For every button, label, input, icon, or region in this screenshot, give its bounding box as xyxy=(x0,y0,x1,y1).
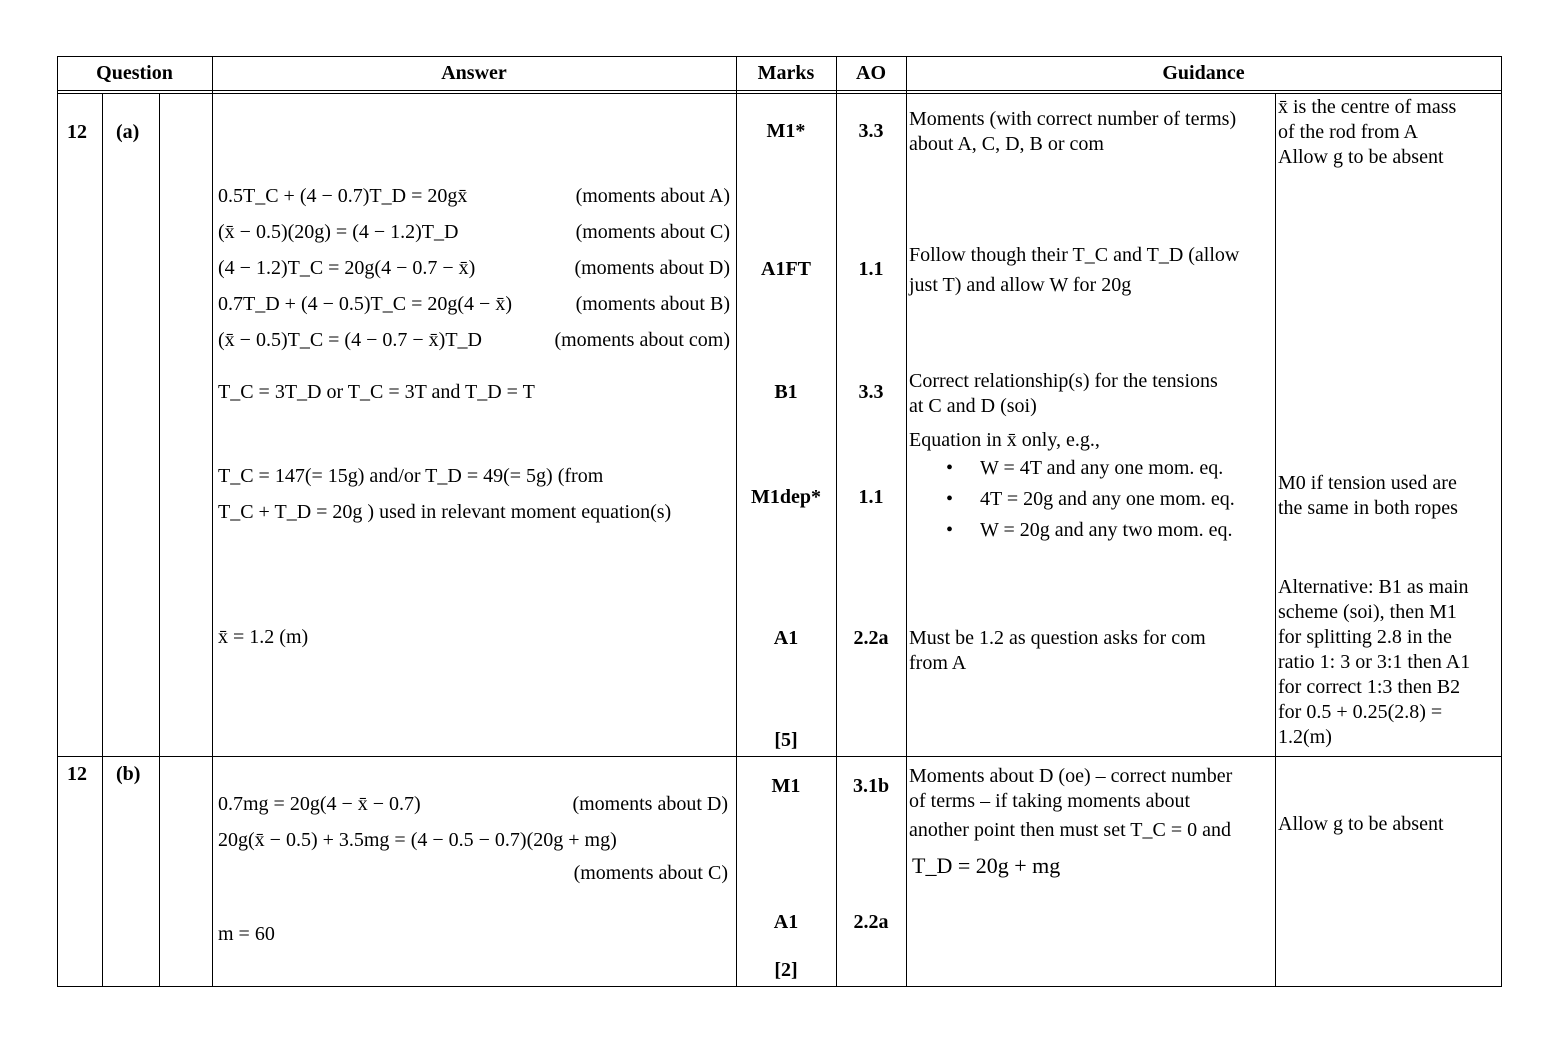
mark: A1FT xyxy=(761,258,811,280)
moment-equation: 0.5T_C + (4 − 0.7)T_D = 20gx̄ xyxy=(218,185,468,207)
question-part: (a) xyxy=(116,121,140,143)
ao-code: 1.1 xyxy=(858,258,884,280)
mark: M1dep* xyxy=(751,486,821,508)
ao-code: 3.1b xyxy=(852,775,890,797)
side-note: Allow g to be absent xyxy=(1278,813,1444,835)
side-note: x̄ is the centre of mass xyxy=(1278,96,1457,118)
guidance-bullet xyxy=(946,456,1224,481)
mark-total: [5] xyxy=(774,729,798,751)
mark: A1 xyxy=(773,911,799,933)
moment-equation: 0.7T_D + (4 − 0.5)T_C = 20g(4 − x̄) xyxy=(218,293,512,315)
alternative-note: scheme (soi), then M1 xyxy=(1278,601,1457,623)
moment-note: (moments about C) xyxy=(573,862,728,884)
bullet-icon: • xyxy=(946,457,954,479)
header-ao: AO xyxy=(856,62,886,84)
guidance-text: Equation in x̄ only, e.g., xyxy=(909,429,1100,451)
tension-values: T_C = 147(= 15g) and/or T_D = 49(= 5g) (from xyxy=(218,465,604,487)
guidance-bullet-text: W = 4T and any one mom. eq. xyxy=(980,457,1224,479)
ao-code: 2.2a xyxy=(853,911,889,933)
question-number: 12 xyxy=(67,121,87,143)
mark: A1 xyxy=(773,627,799,649)
alternative-note: for splitting 2.8 in the xyxy=(1278,626,1452,648)
alternative-note: Alternative: B1 as main xyxy=(1278,576,1469,598)
result-xbar: x̄ = 1.2 (m) xyxy=(218,626,309,648)
ao-code: 3.3 xyxy=(858,120,884,142)
mark: M1* xyxy=(766,120,806,142)
guidance-text: Correct relationship(s) for the tensions xyxy=(909,370,1218,392)
alternative-note: for correct 1:3 then B2 xyxy=(1278,676,1461,698)
moment-note: (moments about D) xyxy=(572,793,728,815)
header-marks: Marks xyxy=(757,62,815,84)
moment-note: (moments about A) xyxy=(575,185,730,207)
guidance-bullet-text: W = 20g and any two mom. eq. xyxy=(980,519,1233,541)
question-part: (b) xyxy=(116,763,141,785)
col-line xyxy=(1501,56,1502,987)
moment-note: (moments about B) xyxy=(575,293,730,315)
guidance-text: Moments (with correct number of terms) xyxy=(909,108,1237,130)
moment-equation: 20g(x̄ − 0.5) + 3.5mg = (4 − 0.5 − 0.7)(20g + mg) xyxy=(218,829,617,851)
guidance-text: T_D = 20g + mg xyxy=(912,853,1061,878)
header-answer: Answer xyxy=(441,62,507,84)
guidance-text: Must be 1.2 as question asks for com xyxy=(909,627,1206,649)
part-divider xyxy=(57,756,1502,757)
alternative-note: ratio 1: 3 or 3:1 then A1 xyxy=(1278,651,1471,673)
table-border-top xyxy=(57,56,1502,57)
col-line xyxy=(1275,93,1276,987)
guidance-text: from A xyxy=(909,652,967,674)
col-line xyxy=(159,93,160,987)
col-line xyxy=(836,56,837,987)
guidance-text: just T) and allow W for 20g xyxy=(909,274,1132,296)
bullet-icon: • xyxy=(946,488,954,510)
body-top-line xyxy=(57,93,1502,94)
alternative-note: for 0.5 + 0.25(2.8) = xyxy=(1278,701,1443,723)
guidance-text: Moments about D (oe) – correct number xyxy=(909,765,1233,787)
side-note: of the rod from A xyxy=(1278,121,1418,143)
ao-code: 2.2a xyxy=(853,627,889,649)
moment-equation: (4 − 1.2)T_C = 20g(4 − 0.7 − x̄) xyxy=(218,257,476,279)
guidance-text: another point then must set T_C = 0 and xyxy=(909,819,1231,841)
col-line xyxy=(906,56,907,987)
moment-note: (moments about D) xyxy=(574,257,730,279)
moment-note: (moments about C) xyxy=(575,221,730,243)
guidance-text: about A, C, D, B or com xyxy=(909,133,1104,155)
header-guidance: Guidance xyxy=(1162,62,1245,84)
col-line xyxy=(736,56,737,987)
mark-total: [2] xyxy=(774,959,798,981)
result-m: m = 60 xyxy=(218,923,275,945)
guidance-text: Follow though their T_C and T_D (allow xyxy=(909,244,1240,266)
tension-values: T_C + T_D = 20g ) used in relevant moment equation(s) xyxy=(218,501,672,523)
guidance-text: of terms – if taking moments about xyxy=(909,790,1191,812)
col-line xyxy=(212,56,213,987)
bullet-icon: • xyxy=(946,519,954,541)
moment-equation: (x̄ − 0.5)(20g) = (4 − 1.2)T_D xyxy=(218,221,459,243)
guidance-text: at C and D (soi) xyxy=(909,395,1037,417)
guidance-bullet xyxy=(946,518,1233,543)
moment-equation: 0.7mg = 20g(4 − x̄ − 0.7) xyxy=(218,793,421,815)
moment-equation: (x̄ − 0.5)T_C = (4 − 0.7 − x̄)T_D xyxy=(218,329,482,351)
question-number: 12 xyxy=(67,763,87,785)
guidance-bullet-text: 4T = 20g and any one mom. eq. xyxy=(980,488,1235,510)
header-question: Question xyxy=(96,62,173,84)
mark: B1 xyxy=(774,381,798,403)
side-note: the same in both ropes xyxy=(1278,497,1458,519)
ao-code: 1.1 xyxy=(858,486,884,508)
header-bottom-line xyxy=(57,90,1502,91)
guidance-bullet xyxy=(946,487,1235,512)
mark: M1 xyxy=(771,775,801,797)
alternative-note: 1.2(m) xyxy=(1278,726,1332,748)
side-note: Allow g to be absent xyxy=(1278,146,1444,168)
tension-relation: T_C = 3T_D or T_C = 3T and T_D = T xyxy=(218,381,535,403)
moment-note: (moments about com) xyxy=(554,329,730,351)
table-border-bottom xyxy=(57,986,1502,987)
ao-code: 3.3 xyxy=(858,381,884,403)
side-note: M0 if tension used are xyxy=(1278,472,1457,494)
col-line xyxy=(57,56,58,987)
col-line xyxy=(102,93,103,987)
